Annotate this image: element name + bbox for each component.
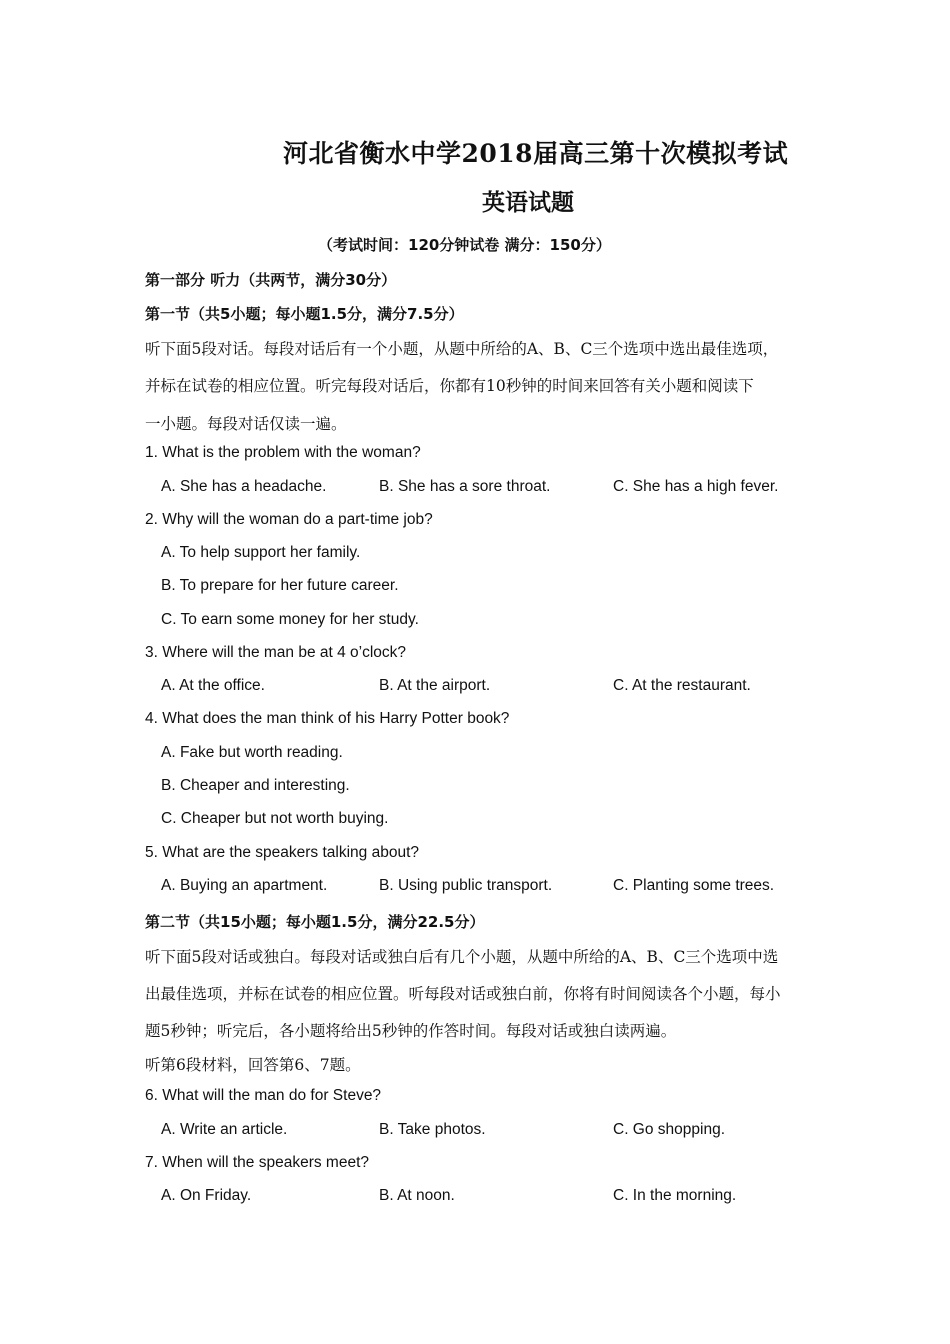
- q3-option-a: A. At the office.: [161, 677, 265, 694]
- question-2: 2. Why will the woman do a part-time job?: [145, 511, 433, 528]
- exam-title: 河北省衡水中学2018届高三第十次模拟考试: [283, 139, 789, 168]
- q6-option-b: B. Take photos.: [379, 1121, 486, 1138]
- section1-instruction-line: 听下面5段对话。每段对话后有一个小题，从题中所给的A、B、C三个选项中选出最佳选项，: [145, 340, 779, 358]
- material-note: 听第6段材料，回答第6、7题。: [145, 1056, 361, 1074]
- q7-option-a: A. On Friday.: [161, 1187, 252, 1204]
- q5-option-a: A. Buying an apartment.: [161, 877, 328, 894]
- q2-option-a: A. To help support her family.: [161, 544, 361, 561]
- q1-option-c: C. She has a high fever.: [613, 478, 779, 495]
- exam-info: （考试时间：120分钟试卷 满分：150分）: [318, 236, 611, 254]
- section2-instruction-line: 出最佳选项，并标在试卷的相应位置。听每段对话或独白前，你将有时间阅读各个小题，每小: [145, 985, 781, 1003]
- q7-option-c: C. In the morning.: [613, 1187, 737, 1204]
- q3-option-c: C. At the restaurant.: [613, 677, 751, 694]
- question-5: 5. What are the speakers talking about?: [145, 844, 419, 861]
- q4-option-b: B. Cheaper and interesting.: [161, 777, 350, 794]
- q7-option-b: B. At noon.: [379, 1187, 455, 1204]
- q1-option-a: A. She has a headache.: [161, 478, 327, 495]
- question-7: 7. When will the speakers meet?: [145, 1154, 369, 1171]
- section2-instruction-line: 听下面5段对话或独白。每段对话或独白后有几个小题，从题中所给的A、B、C三个选项中选: [145, 948, 779, 966]
- question-1: 1. What is the problem with the woman?: [145, 444, 421, 461]
- q5-option-b: B. Using public transport.: [379, 877, 553, 894]
- q4-option-a: A. Fake but worth reading.: [161, 744, 343, 761]
- q4-option-c: C. Cheaper but not worth buying.: [161, 810, 389, 827]
- section1-instruction-line: 并标在试卷的相应位置。听完每段对话后，你都有10秒钟的时间来回答有关小题和阅读下: [145, 377, 754, 395]
- section2-instruction-line: 题5秒钟；听完后，各小题将给出5秒钟的作答时间。每段对话或独白读两遍。: [145, 1022, 677, 1040]
- q3-option-b: B. At the airport.: [379, 677, 491, 694]
- q2-option-c: C. To earn some money for her study.: [161, 611, 419, 628]
- section1-heading: 第一节（共5小题；每小题1.5分，满分7.5分）: [145, 305, 464, 323]
- part1-heading: 第一部分 听力（共两节，满分30分）: [145, 271, 397, 289]
- q5-option-c: C. Planting some trees.: [613, 877, 775, 894]
- section2-heading: 第二节（共15小题；每小题1.5分，满分22.5分）: [145, 913, 485, 931]
- q6-option-c: C. Go shopping.: [613, 1121, 726, 1138]
- q6-option-a: A. Write an article.: [161, 1121, 288, 1138]
- question-3: 3. Where will the man be at 4 o’clock?: [145, 644, 407, 661]
- question-6: 6. What will the man do for Steve?: [145, 1087, 382, 1104]
- exam-subtitle: 英语试题: [482, 189, 574, 216]
- q1-option-b: B. She has a sore throat.: [379, 478, 551, 495]
- section1-instruction-line: 一小题。每段对话仅读一遍。: [145, 415, 347, 433]
- q2-option-b: B. To prepare for her future career.: [161, 577, 399, 594]
- question-4: 4. What does the man think of his Harry Potter book?: [145, 710, 510, 727]
